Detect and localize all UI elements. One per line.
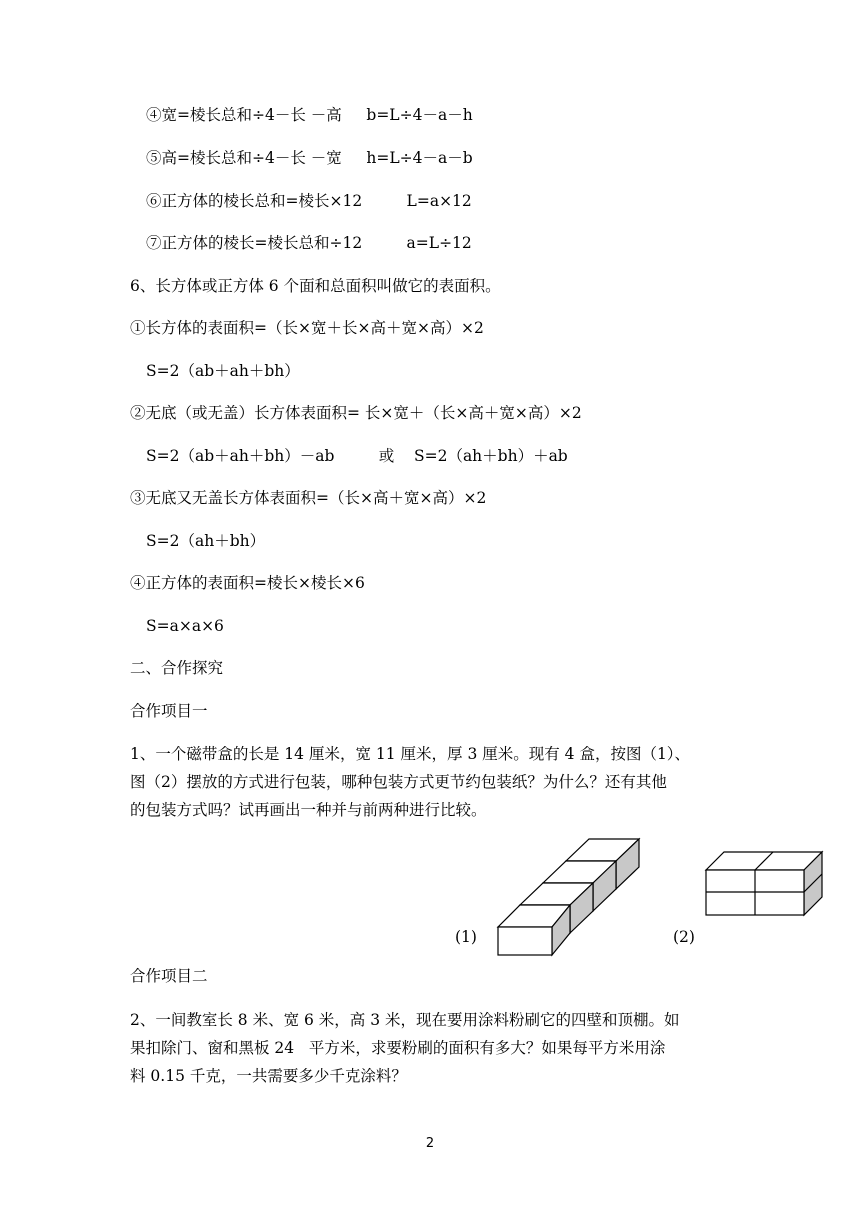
formula-1: ①长方体的表面积=（长×宽＋长×高＋宽×高）×2: [130, 319, 484, 337]
problem-1-line-2: 图（2）摆放的方式进行包装，哪种包装方式更节约包装纸？为什么？还有其他: [130, 773, 667, 791]
formula-1-expr: S=2（ab＋ah＋bh）: [146, 362, 300, 380]
formula-3-expr: S=2（ah＋bh）: [146, 532, 266, 550]
formula-2: ②无底（或无盖）长方体表面积= 长×宽＋（长×高＋宽×高）×2: [130, 404, 582, 422]
formula-3: ③无底又无盖长方体表面积=（长×高＋宽×高）×2: [130, 489, 487, 507]
problem-1-line-1: 1、一个磁带盒的长是 14 厘米，宽 11 厘米，厚 3 厘米。现有 4 盒，按图（1）、: [130, 745, 691, 763]
formula-4: ④正方体的表面积=棱长×棱长×6: [130, 574, 365, 592]
line-4: ⑦正方体的棱长=棱长总和÷12 a=L÷12: [146, 234, 472, 252]
line-2: ⑤高=棱长总和÷4－长 －宽 h=L÷4－a－b: [146, 149, 473, 167]
section-6-heading: 6、长方体或正方体 6 个面和总面积叫做它的表面积。: [130, 277, 501, 295]
page-number: 2: [425, 1136, 435, 1151]
formula-4-expr: S=a×a×6: [146, 617, 224, 635]
project-2-heading: 合作项目二: [130, 967, 208, 985]
problem-2-line-3: 料 0.15 千克，一共需要多少千克涂料？: [130, 1067, 407, 1085]
problem-2-line-2: 果扣除门、窗和黑板 24 平方米，求要粉刷的面积有多大？如果每平方米用涂: [130, 1039, 666, 1057]
section-2-heading: 二、合作探究: [130, 659, 224, 677]
line-3: ⑥正方体的棱长总和=棱长×12 L=a×12: [146, 192, 472, 210]
figure-1-label: (1): [455, 928, 477, 946]
problem-1-line-3: 的包装方式吗？试再画出一种并与前两种进行比较。: [130, 801, 487, 819]
figure-2-label: (2): [673, 928, 695, 946]
project-1-heading: 合作项目一: [130, 702, 208, 720]
line-1: ④宽=棱长总和÷4－长 －高 b=L÷4－a－h: [146, 106, 473, 124]
formula-2-expr: S=2（ab＋ah＋bh）－ab 或 S=2（ah＋bh）＋ab: [146, 447, 568, 465]
problem-2-line-1: 2、一间教室长 8 米、宽 6 米，高 3 米，现在要用涂料粉刷它的四壁和顶棚。如: [130, 1011, 680, 1029]
